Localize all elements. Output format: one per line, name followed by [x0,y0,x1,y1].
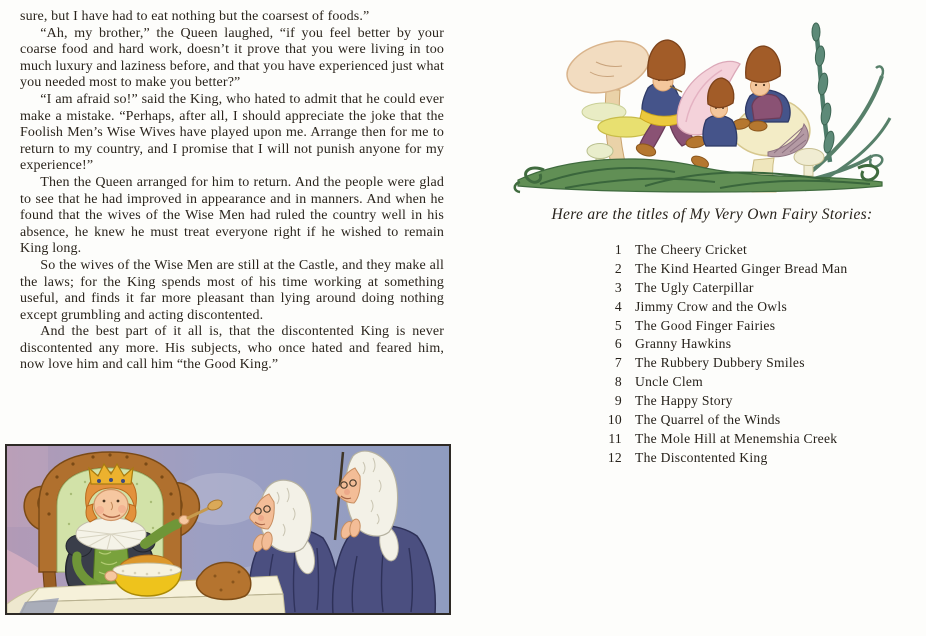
king-dinner-illustration [5,444,451,615]
item-number: 12 [607,449,622,465]
list-item [592,261,847,280]
list-item [592,242,847,261]
story-paragraph: Then the Queen arranged for him to return. And the people were glad to see that he had improved in appearance and in manners. And when he found that the wives of the Wise Men had ruled the country well in his absence, he knew he must treat everyone right if he wished to remain King long. [20,174,444,257]
gnome-shoe [749,121,767,131]
list-item [592,412,847,431]
item-title: The Ugly Caterpillar [635,279,754,295]
item-number: 11 [608,430,622,446]
item-number: 5 [614,317,622,333]
item-number: 3 [614,279,622,295]
gnome-knees [752,94,782,120]
story-paragraph: “I am afraid so!” said the King, who hated to admit that he could ever make a mistake. “Perhaps, after all, I should appreciate the joke that the Foolish Men’s Wise Wives have played upon me. Arrange then for me to return to my country, and I promise that I will not punish anyone for my experience!” [20,91,444,174]
list-item [592,336,847,355]
list-heading: Here are the titles of My Very Own Fairy Stories: [551,206,873,223]
story-paragraph: And the best part of it all is, that the discontented King is never discontented any more. His subjects, who once hated and feared him, now love him and call him “the Good King.” [20,324,444,373]
item-number: 2 [614,260,622,276]
list-item [592,299,847,318]
story-paragraph: “Ah, my brother,” the Queen laughed, “if you feel better by your coarse food and hard work, doesn’t it prove that you were living in too much luxury and laziness before, and that you have experienced just what you needed most to make you better?” [20,25,444,91]
gnome-cap [648,40,685,80]
item-title: The Mole Hill at Menemshia Creek [635,430,838,446]
list-item [592,450,847,469]
item-title: Granny Hawkins [635,336,732,352]
king-left-hand [105,571,117,581]
story-paragraph: sure, but I have had to eat nothing but the coarsest of foods.” [20,9,370,24]
list-item [592,431,847,450]
item-title: Uncle Clem [635,374,704,390]
item-title: The Happy Story [635,393,733,409]
list-item [592,280,847,299]
item-title: The Discontented King [635,449,768,465]
item-title: The Good Finger Fairies [635,317,776,333]
seed-stalk [812,23,836,162]
list-item [592,318,847,337]
story-text-block [20,9,444,374]
item-title: The Cheery Cricket [635,242,748,257]
item-title: The Kind Hearted Ginger Bread Man [635,260,848,276]
story-title-list [592,242,847,469]
list-item [592,393,847,412]
grass-curl-right [858,165,878,180]
item-number: 6 [614,336,622,352]
list-item [592,355,847,374]
item-title: The Quarrel of the Winds [635,412,781,428]
item-number: 8 [614,374,622,390]
item-number: 7 [614,355,622,371]
item-number: 1 [614,242,622,257]
item-title: The Rubbery Dubbery Smiles [635,355,805,371]
mushroom-cap [561,32,655,101]
gnome-cap [746,46,781,82]
gnomes-mushroom-illustration [510,10,920,200]
gnome-coat [703,116,737,147]
item-title: Jimmy Crow and the Owls [635,298,788,314]
list-item [592,374,847,393]
story-paragraph: So the wives of the Wise Men are still at the Castle, and they make all the laws; for the King spends most of his time working at something useful, and finds it far more pleasant than lying around doing nothing except grumbling and acting discontented. [20,257,444,323]
item-number: 10 [607,412,622,428]
item-number: 9 [614,393,622,409]
king-face [94,490,128,521]
item-number: 4 [614,298,622,314]
